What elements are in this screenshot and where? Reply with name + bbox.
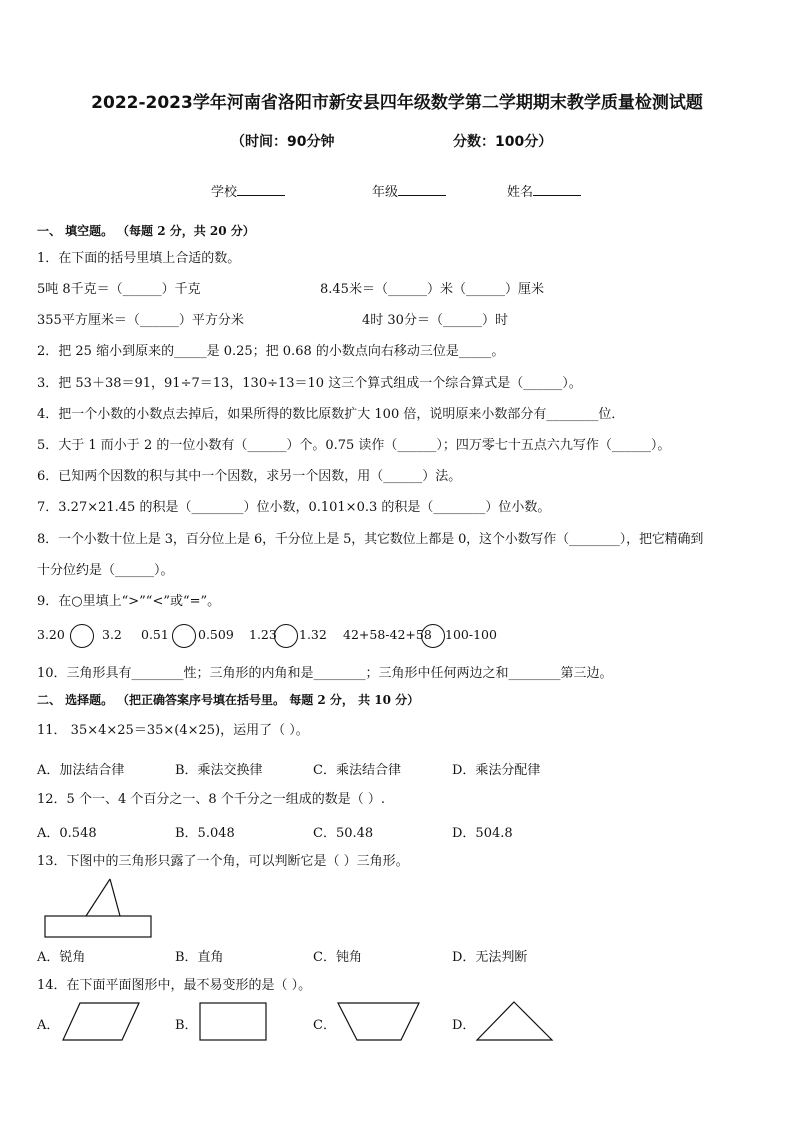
grade-label: 年级 <box>372 185 399 200</box>
q12-option-b[interactable]: B．5.048 <box>175 826 235 841</box>
q11-option-b[interactable]: B．乘法交换律 <box>175 763 263 778</box>
grade-blank[interactable] <box>398 183 446 196</box>
grade-field[interactable] <box>372 181 446 200</box>
section-note: （把正确答案序号填在括号里。 每题 2 分， 共 10 分） <box>117 693 420 707</box>
compare-circle-a[interactable] <box>70 624 94 648</box>
q12-option-c[interactable]: C．50.48 <box>313 826 374 841</box>
q13-option-d[interactable]: D．无法判断 <box>452 950 528 965</box>
exam-score: 分数：100分） <box>453 134 553 150</box>
q11-option-a[interactable]: A．加法结合律 <box>37 763 125 778</box>
cover-rectangle <box>45 916 151 937</box>
compare-a-left: 3.20 <box>37 627 65 642</box>
question-14: 14．在下面平面图形中，最不易变形的是（ ）。 <box>37 978 312 993</box>
compare-d-right: 100-100 <box>445 627 497 642</box>
question-1d: 4时 30分＝（______）时 <box>362 313 508 328</box>
name-label: 姓名 <box>507 185 534 200</box>
q14-option-d[interactable]: D． <box>452 1018 476 1033</box>
q14-option-c[interactable]: C． <box>313 1018 336 1033</box>
section-choice <box>37 691 419 709</box>
question-8-continued: 十分位约是（______）。 <box>37 563 174 578</box>
school-label: 学校 <box>211 185 238 200</box>
question-9: 9．在○里填上“>”“<”或“=”。 <box>37 594 221 609</box>
school-blank[interactable] <box>237 183 285 196</box>
q11-option-c[interactable]: C．乘法结合律 <box>313 763 401 778</box>
compare-b-left: 0.51 <box>141 627 169 642</box>
compare-c-right: 1.32 <box>299 627 327 642</box>
trapezoid-shape <box>337 1002 421 1042</box>
compare-circle-c[interactable] <box>274 624 298 648</box>
question-7: 7．3.27×21.45 的积是（________）位小数，0.101×0.3 的积是（________）位小数。 <box>37 500 551 515</box>
exam-time: （时间：90分钟 <box>231 134 335 150</box>
section-label: 二、 选择题。 <box>37 693 114 707</box>
triangle-right-side <box>110 879 120 916</box>
name-field[interactable] <box>507 181 581 200</box>
question-6: 6．已知两个因数的积与其中一个因数，求另一个因数，用（______）法。 <box>37 469 462 484</box>
compare-circle-d[interactable] <box>421 624 445 648</box>
compare-b-right: 0.509 <box>198 627 234 642</box>
q11-option-d[interactable]: D．乘法分配律 <box>452 763 541 778</box>
q13-option-a[interactable]: A．锐角 <box>37 950 86 965</box>
q12-option-a[interactable]: A．0.548 <box>37 826 97 841</box>
triangle-shape <box>476 1001 554 1043</box>
compare-c-left: 1.23 <box>249 627 277 642</box>
section-fill-in <box>37 222 255 240</box>
question-1b: 8.45米＝（______）米（______）厘米 <box>320 282 544 297</box>
q14-option-b[interactable]: B． <box>175 1018 198 1033</box>
compare-circle-b[interactable] <box>172 624 196 648</box>
question-1a: 5吨 8千克＝（______）千克 <box>37 282 201 297</box>
name-blank[interactable] <box>533 183 581 196</box>
q13-option-c[interactable]: C．钝角 <box>313 950 362 965</box>
question-5: 5．大于 1 而小于 2 的一位小数有（______）个。0.75 读作（______）；四万零七十五点六九写作（______）。 <box>37 438 671 453</box>
question-11: 11． 35×4×25＝35×(4×25)，运用了（ ）。 <box>37 723 309 738</box>
q12-option-d[interactable]: D．504.8 <box>452 826 513 841</box>
question-8: 8．一个小数十位上是 3，百分位上是 6，千分位上是 5，其它数位上都是 0，这个小数写作（________），把它精确到 <box>37 532 704 547</box>
rectangle-shape <box>199 1002 269 1042</box>
compare-a-right: 3.2 <box>102 627 122 642</box>
question-4: 4．把一个小数的小数点去掉后，如果所得的数比原数扩大 100 倍，说明原来小数部分有________位． <box>37 407 625 422</box>
compare-d-left: 42+58-42+58 <box>343 627 432 642</box>
question-1: 1．在下面的括号里填上合适的数。 <box>37 251 241 266</box>
section-note: （每题 2 分，共 20 分） <box>117 224 255 238</box>
section-label: 一、 填空题。 <box>37 224 114 238</box>
triangle-figure <box>40 874 160 940</box>
q13-option-b[interactable]: B．直角 <box>175 950 224 965</box>
parallelogram-shape <box>62 1002 142 1042</box>
school-field[interactable] <box>211 181 285 200</box>
question-10: 10．三角形具有________性；三角形的内角和是________；三角形中任何两边之和________第三边。 <box>37 666 613 681</box>
question-3: 3．把 53＋38＝91，91÷7＝13，130÷13＝10 这三个算式组成一个综合算式是（______）。 <box>37 376 582 391</box>
question-1c: 355平方厘米＝（______）平方分米 <box>37 313 244 328</box>
triangle-left-side <box>86 879 110 916</box>
question-2: 2．把 25 缩小到原来的_____是 0.25；把 0.68 的小数点向右移动三位是_____。 <box>37 344 505 359</box>
question-13: 13．下图中的三角形只露了一个角，可以判断它是（ ）三角形。 <box>37 854 409 869</box>
q14-option-a[interactable]: A． <box>37 1018 60 1033</box>
exam-title: 2022-2023学年河南省洛阳市新安县四年级数学第二学期期末教学质量检测试题 <box>91 93 703 113</box>
question-12: 12．5 个一、4 个百分之一、8 个千分之一组成的数是（ ）. <box>37 792 386 807</box>
